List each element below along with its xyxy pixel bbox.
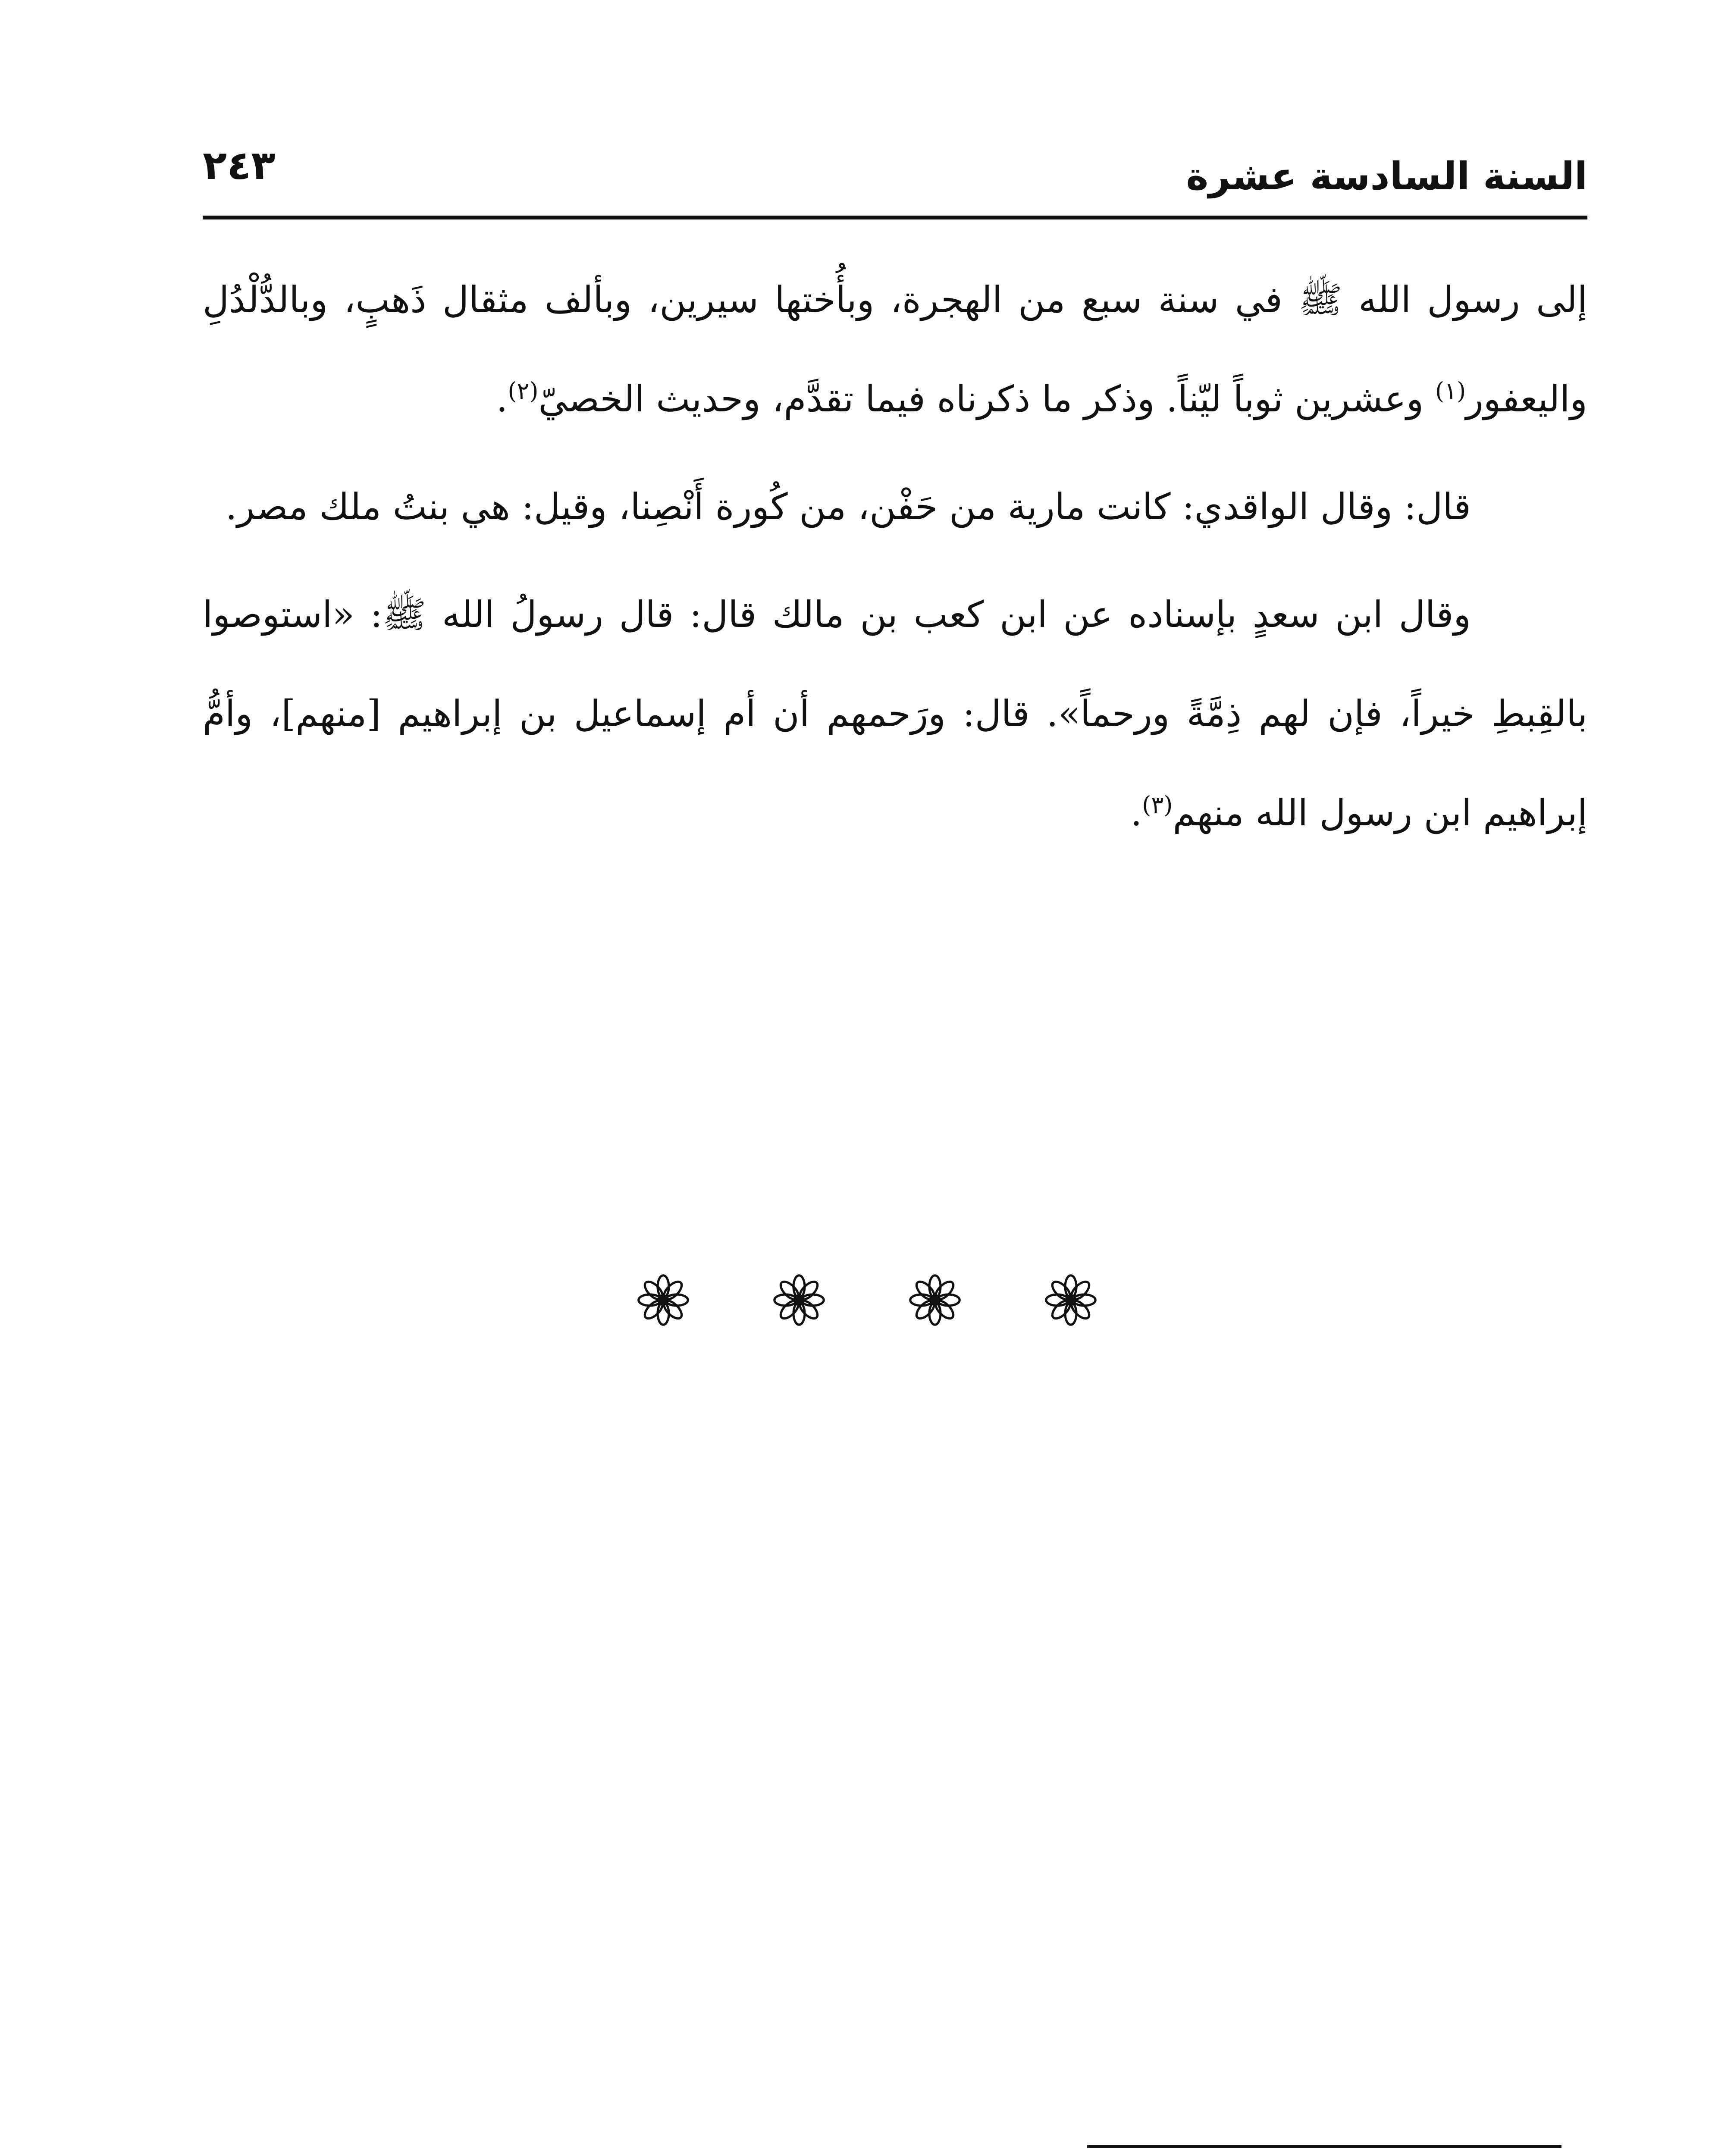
flower-ornament-icon bbox=[635, 1272, 691, 1328]
flower-ornament-icon bbox=[907, 1272, 963, 1328]
flower-ornament-icon bbox=[1043, 1272, 1099, 1328]
running-header bbox=[203, 138, 1587, 207]
paragraph-3 bbox=[203, 565, 1587, 862]
footnote-ref-1: (١) bbox=[1435, 377, 1466, 404]
paragraph-1 bbox=[203, 250, 1587, 448]
paragraph-2: قال: وقال الواقدي: كانت مارية من حَفْن، من كُورة أَنْصِنا، وقيل: هي بنتُ ملك مصر. bbox=[225, 486, 1471, 528]
paragraph-3-part-b: . bbox=[1130, 792, 1142, 834]
section-divider-ornaments bbox=[0, 1272, 1734, 1328]
paragraph-1-part-b: وعشرين ثوباً ليّناً. وذكر ما ذكرناه فيما تقدَّم، وحديث الخصيّ bbox=[538, 378, 1435, 420]
flower-ornament-icon bbox=[771, 1272, 827, 1328]
footnote-ref-3: (٣) bbox=[1142, 791, 1173, 818]
paragraph-1-part-a: إلى رسول الله ﷺ في سنة سبع من الهجرة، وبأُختها سيرين، وبألف مثقال ذَهبٍ، وبالدُّلْدُلِ واليعفور bbox=[203, 279, 1587, 420]
paragraph-1-part-c: . bbox=[496, 378, 508, 420]
footnote-ref-2: (٢) bbox=[508, 377, 539, 404]
page-number: ٢٤٣ bbox=[203, 142, 276, 188]
main-text bbox=[203, 250, 1587, 871]
header-rule bbox=[203, 216, 1587, 219]
paragraph-3-part-a: وقال ابن سعدٍ بإسناده عن ابن كعب بن مالك قال: قال رسولُ الله ﷺ: «استوصوا بالقِبطِ خيراً، فإن لهم ذِمَّةً ورحماً». قال: ورَحمهم أن أم إسماعيل بن إبراهيم [منهم]، وأمُّ إبراهيم ابن رسول الله منهم bbox=[203, 593, 1588, 834]
running-title: السنة السادسة عشرة bbox=[1186, 154, 1587, 198]
footnote-rule bbox=[1087, 2145, 1562, 2148]
